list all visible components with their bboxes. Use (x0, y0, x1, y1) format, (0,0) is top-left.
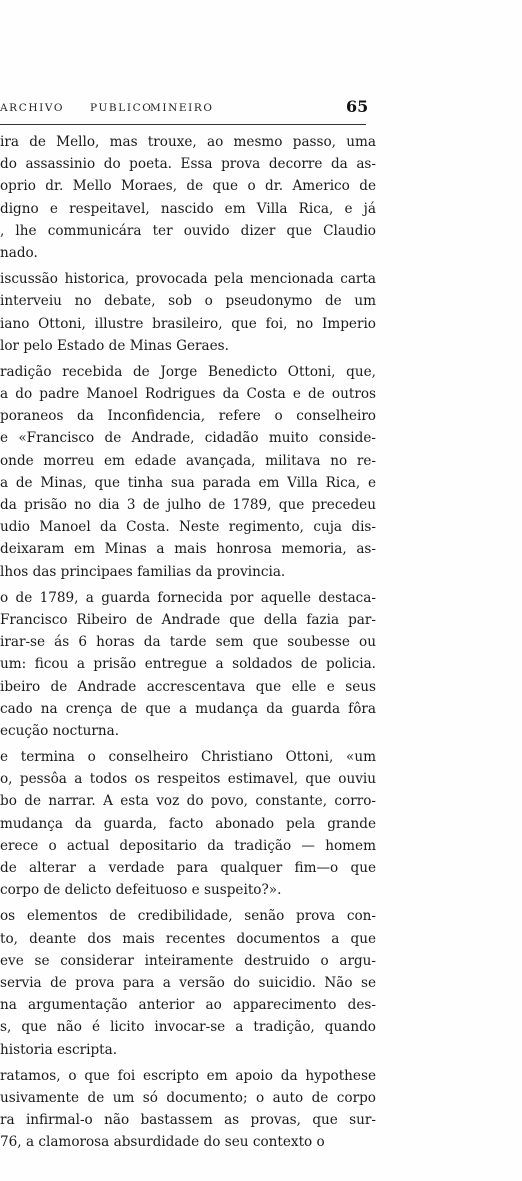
text-line: e termina o conselheiro Christiano Ottoni, «um (0, 749, 376, 766)
text-line: o, pessôa a todos os respeitos estimavel, que ouviu (0, 771, 376, 788)
text-line: e «Francisco de Andrade, cidadão muito conside- (0, 430, 376, 447)
text-line: lhos das principaes familias da provincia. (0, 563, 286, 580)
running-header-archive: ARCHIVO (0, 102, 65, 114)
text-line: mudança da guarda, facto abonado pela grande (0, 815, 376, 832)
text-line: irar-se ás 6 horas da tarde sem que soubesse ou (0, 634, 376, 651)
header-rule (0, 124, 366, 125)
text-line: ibeiro de Andrade accrescentava que elle e seus (0, 678, 376, 695)
text-line: to, deante dos mais recentes documentos a que (0, 930, 376, 947)
text-line: a de Minas, que tinha sua parada em Villa Rica, e (0, 474, 376, 491)
text-line: erece o actual depositario da tradição — homem (0, 837, 376, 854)
text-line: oprio dr. Mello Moraes, de que o dr. Americo de (0, 178, 376, 195)
text-line: eve se considerar inteiramente destruido o argu- (0, 952, 376, 969)
text-line: 76, a clamorosa absurdidade do seu contexto o (0, 1134, 325, 1151)
running-header-publico: PUBLICO (90, 102, 153, 114)
text-line: cado na crença de que a mudança da guarda fôra (0, 700, 376, 717)
text-line: iano Ottoni, illustre brasileiro, que foi, no Imperio (0, 315, 376, 332)
text-line: nado. (0, 244, 38, 261)
text-line: o de 1789, a guarda fornecida por aquelle destaca- (0, 589, 376, 606)
text-line: ratamos, o que foi escripto em apoio da hypothese (0, 1067, 376, 1084)
body-text (0, 131, 376, 1153)
text-line: os elementos de credibilidade, senão prova con- (0, 908, 376, 925)
text-line: na argumentação anterior ao apparecimento des- (0, 997, 376, 1014)
text-line: interveiu no debate, sob o pseudonymo de um (0, 293, 376, 310)
text-line: um: ficou a prisão entregue a soldados de policia. (0, 656, 376, 673)
text-line: da prisão no dia 3 de julho de 1789, que precedeu (0, 497, 376, 513)
text-line: digno e respeitavel, nascido em Villa Rica, e já (0, 200, 376, 217)
text-line: ra infirmal-o não bastassem as provas, que sur- (0, 1112, 376, 1129)
text-line: iscussão historica, provocada pela mencionada carta (0, 271, 376, 288)
text-line: deixaram em Minas a mais honrosa memoria, as- (0, 541, 376, 558)
page-number: 65 (346, 97, 369, 116)
text-line: a do padre Manoel Rodrigues da Costa e de outros (0, 386, 376, 403)
running-header-mineiro: MINEIRO (150, 102, 214, 114)
text-line: s, que não é licito invocar-se a tradição, quando (0, 1019, 376, 1036)
text-line: poraneos da Inconfidencia, refere o conselheiro (0, 408, 376, 425)
text-line: udio Manoel da Costa. Neste regimento, cuja dis- (0, 519, 376, 536)
text-line: , lhe communicára ter ouvido dizer que Claudio (0, 222, 376, 239)
text-line: do assassinio do poeta. Essa prova decorre da as- (0, 156, 376, 173)
text-line: radição recebida de Jorge Benedicto Ottoni, que, (0, 363, 376, 380)
text-line: ira de Mello, mas trouxe, ao mesmo passo, uma (0, 134, 376, 150)
text-line: ecução nocturna. (0, 722, 120, 739)
text-line: lor pelo Estado de Minas Geraes. (0, 337, 229, 354)
text-line: corpo de delicto defeituoso e suspeito?». (0, 882, 282, 899)
text-line: servia de prova para a versão do suicidio. Não se (0, 974, 376, 991)
text-line: historia escripta. (0, 1041, 118, 1058)
text-line: de alterar a verdade para qualquer fim—o que (0, 860, 376, 876)
text-line: onde morreu em edade avançada, militava no re- (0, 452, 376, 469)
text-line: Francisco Ribeiro de Andrade que della fazia par- (0, 611, 376, 628)
text-line: usivamente de um só documento; o auto de corpo (0, 1089, 376, 1106)
text-line: bo de narrar. A esta voz do povo, constante, corro- (0, 793, 376, 810)
